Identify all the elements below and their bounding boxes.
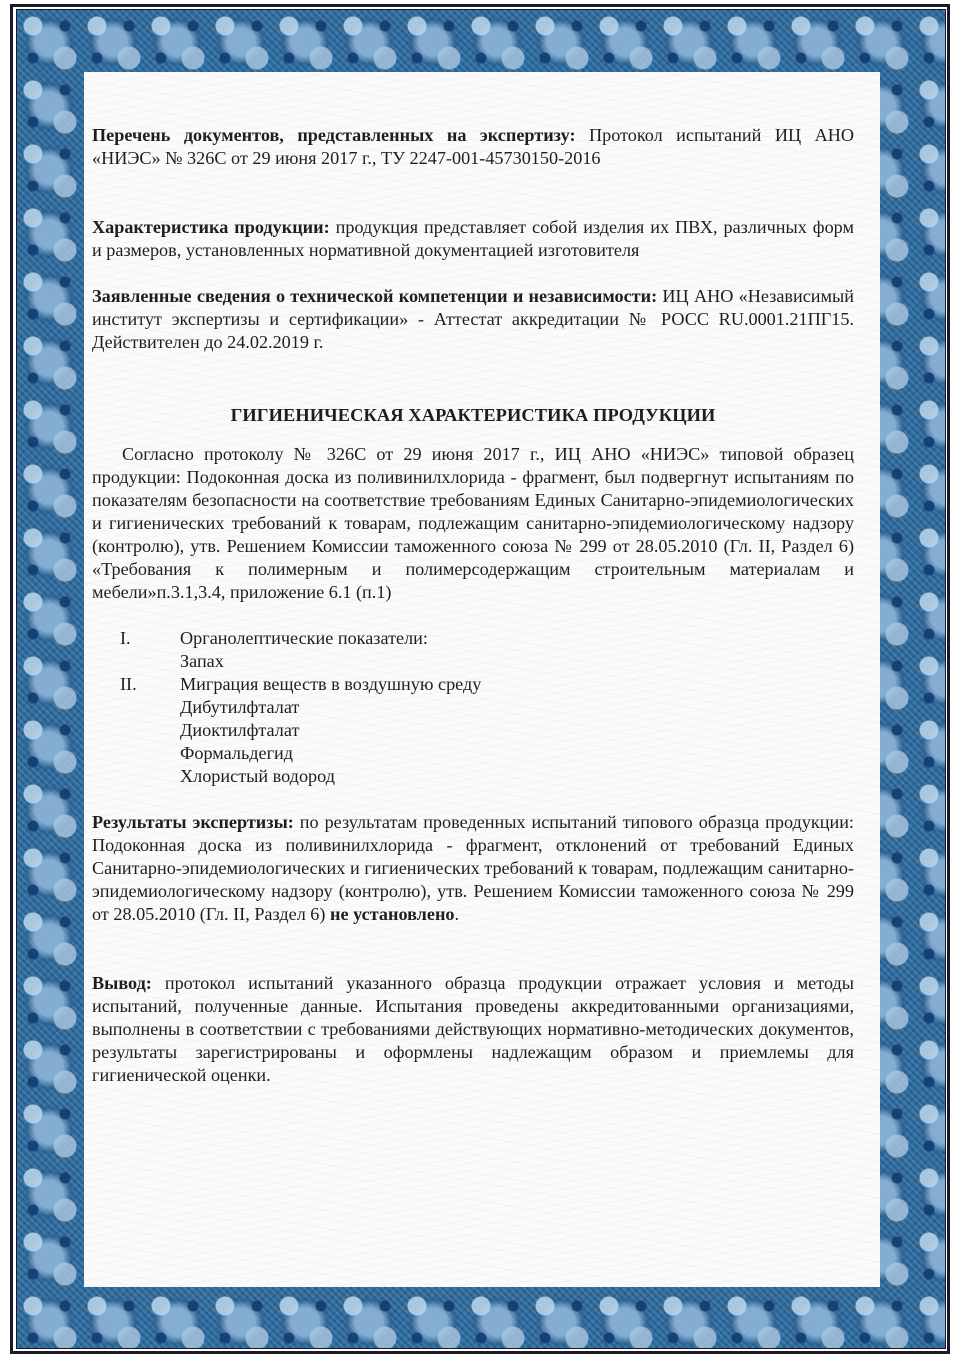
documents-list-text: Протокол испытаний ИЦ АНО «НИЭС» № 326С от 29 июня 2017 г., ТУ 2247-001-45730150-2016 xyxy=(92,125,854,168)
hygiene-heading: ГИГИЕНИЧЕСКАЯ ХАРАКТЕРИСТИКА ПРОДУКЦИИ xyxy=(230,405,716,425)
list-item-text: Миграция веществ в воздушную среду xyxy=(180,674,482,694)
list-item-number: II. xyxy=(120,674,137,694)
document-body xyxy=(92,124,854,1087)
list-item-text: Запах xyxy=(180,651,224,671)
list-item-text: Дибутилфталат xyxy=(180,697,300,717)
product-characteristic-section xyxy=(92,216,854,262)
list-item-number xyxy=(92,696,180,719)
results-verdict: не установлено xyxy=(330,904,455,924)
product-characteristic-label: Характеристика продукции: xyxy=(92,217,330,237)
list-item xyxy=(92,765,854,788)
list-item-text: Органолептические показатели: xyxy=(180,628,428,648)
results-text: по результатам проведенных испытаний типового образца продукции: Подоконная доска из поливинилхлорида - фрагмент, отклонений от требований Единых Санитарно-эпидемиологических и гигиенических требований к товарам, подлежащим санитарно-эпидемиологическому надзору (контролю), утв. Решением Комиссии таможенного союза № 299 от 28.05.2010 (Гл. II, Раздел 6) xyxy=(92,812,854,924)
competence-label: Заявленные сведения о технической компетенции и независимости: xyxy=(92,286,658,306)
conclusion-text: протокол испытаний указанного образца продукции отражает условия и методы испытаний, полученные данные. Испытания проведены аккредитованными организациями, выполнены в соответствии с требованиями действующих нормативно-методических документов, результаты зарегистрированы и оформлены надлежащим образом и приемлемы для гигиенической оценки. xyxy=(92,973,854,1085)
list-item-text: Хлористый водород xyxy=(180,766,335,786)
results-section xyxy=(92,811,854,926)
documents-list-label: Перечень документов, представленных на экспертизу: xyxy=(92,125,576,145)
indicators-list xyxy=(92,627,854,788)
conclusion-label: Вывод: xyxy=(92,973,152,993)
list-item xyxy=(92,719,854,742)
list-item-text: Формальдегид xyxy=(180,743,294,763)
hygiene-paragraph: Согласно протоколу № 326С от 29 июня 2017 г., ИЦ АНО «НИЭС» типовой образец продукции: Подоконная доска из поливинилхлорида - фрагмент, был подвергнут испытаниям по показателям безопасности на соответствие требованиям Единых Санитарно-эпидемиологических и гигиенических требований к товарам, подлежащим санитарно-эпидемиологическому надзору (контролю), утв. Решением Комиссии таможенного союза № 299 от 28.05.2010 (Гл. II, Раздел 6) «Требования к полимерным и полимерсодержащим строительным материалам и мебели»п.3.1,3.4, приложение 6.1 (п.1) xyxy=(92,444,854,602)
list-item-number xyxy=(92,742,180,765)
list-item-number xyxy=(92,719,180,742)
list-item xyxy=(92,742,854,765)
list-item xyxy=(92,650,854,673)
list-item-text: Диоктилфталат xyxy=(180,720,300,740)
list-item-number xyxy=(92,650,180,673)
list-item xyxy=(92,673,854,696)
list-item-number xyxy=(92,765,180,788)
results-label: Результаты экспертизы: xyxy=(92,812,294,832)
list-item xyxy=(92,627,854,650)
product-characteristic-text: продукция представляет собой изделия их ПВХ, различных форм и размеров, установленных нормативной документацией изготовителя xyxy=(92,217,854,260)
competence-text: ИЦ АНО «Независимый институт экспертизы и сертификации» - Аттестат аккредитации № РОСС RU.0001.21ПГ15. Действителен до 24.02.2019 г. xyxy=(92,286,854,352)
results-end: . xyxy=(454,904,460,924)
documents-list-section xyxy=(92,124,854,170)
list-item-number: I. xyxy=(120,628,131,648)
competence-section xyxy=(92,285,854,354)
conclusion-section xyxy=(92,972,854,1087)
list-item xyxy=(92,696,854,719)
